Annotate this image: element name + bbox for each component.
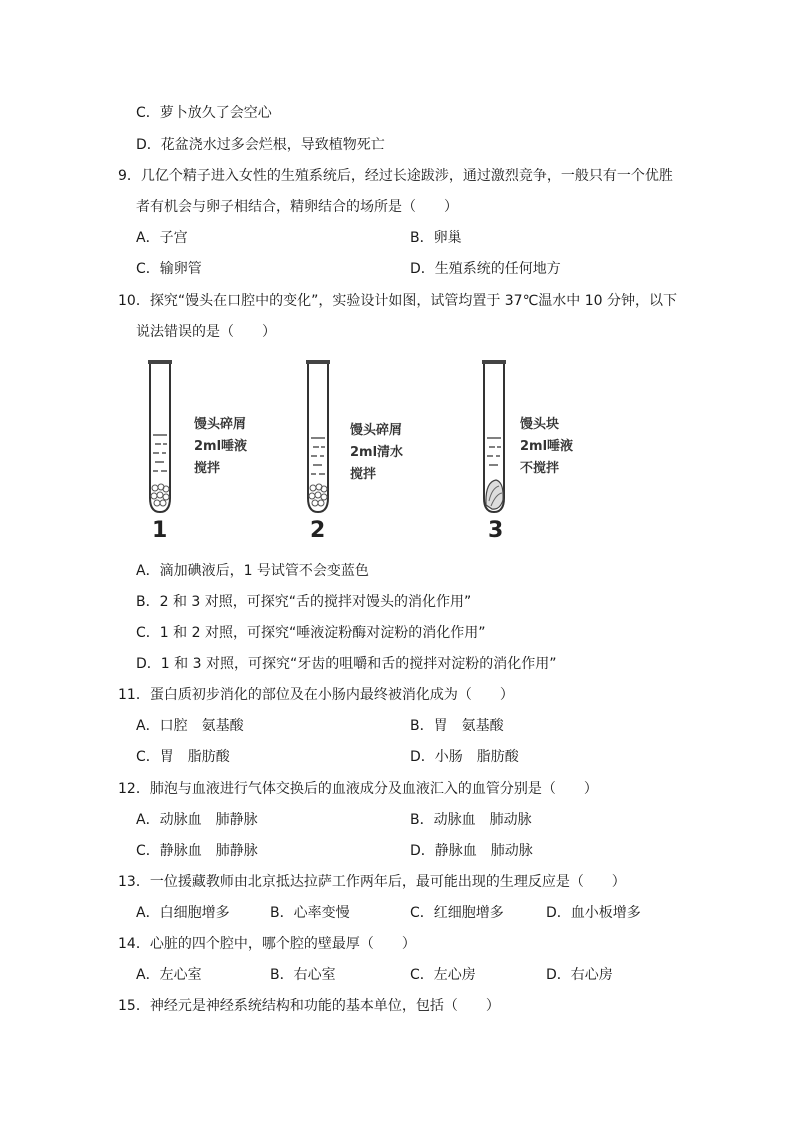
q11-option-a: A．口腔 氨基酸 bbox=[136, 718, 244, 734]
q9-option-a: A．子宫 bbox=[136, 230, 188, 246]
q14-option-c: C．左心房 bbox=[410, 967, 476, 983]
tube-3-label bbox=[520, 414, 573, 480]
tube-1-label bbox=[194, 414, 247, 480]
question-9-text-1: 9．几亿个精子进入女性的生殖系统后，经过长途跋涉，通过激烈竞争，一般只有一个优胜 bbox=[118, 168, 673, 184]
q9-option-c: C．输卵管 bbox=[136, 261, 202, 277]
test-tube-3 bbox=[474, 360, 514, 515]
tube-3-label-line-1: 馒头块 bbox=[520, 417, 560, 432]
tube-3-label-line-2: 2ml唾液 bbox=[520, 439, 574, 454]
q12-option-c: C．静脉血 肺静脉 bbox=[136, 843, 258, 859]
tube-3-label-line-3: 不搅拌 bbox=[520, 461, 560, 476]
tube-2-label-line-3: 搅拌 bbox=[350, 467, 377, 482]
q11-option-d: D．小肠 脂肪酸 bbox=[410, 749, 519, 765]
tube-1-number: 1 bbox=[152, 518, 168, 543]
q13-option-a: A．白细胞增多 bbox=[136, 905, 230, 921]
tube-1-label-line-2: 2ml唾液 bbox=[194, 439, 248, 454]
question-10-text-1: 10．探究“馒头在口腔中的变化”，实验设计如图，试管均置于 37℃温水中 10 分钟，以下 bbox=[118, 293, 678, 309]
question-11-text: 11．蛋白质初步消化的部位及在小肠内最终被消化成为（ ） bbox=[118, 687, 514, 703]
q14-option-a: A．左心室 bbox=[136, 967, 202, 983]
q13-option-d: D．血小板增多 bbox=[546, 905, 641, 921]
tube-2-number: 2 bbox=[310, 518, 326, 543]
q13-option-c: C．红细胞增多 bbox=[410, 905, 504, 921]
q10-option-a: A．滴加碘液后，1 号试管不会变蓝色 bbox=[136, 563, 369, 579]
q14-option-d: D．右心房 bbox=[546, 967, 613, 983]
option-c-prev: C．萝卜放久了会空心 bbox=[136, 105, 272, 121]
question-12-text: 12．肺泡与血液进行气体交换后的血液成分及血液汇入的血管分别是（ ） bbox=[118, 781, 598, 797]
tube-2-label-line-2: 2ml清水 bbox=[350, 445, 404, 460]
question-15-text: 15．神经元是神经系统结构和功能的基本单位，包括（ ） bbox=[118, 998, 500, 1014]
tube-2-label bbox=[350, 420, 403, 486]
q11-option-b: B．胃 氨基酸 bbox=[410, 718, 504, 734]
q9-option-d: D．生殖系统的任何地方 bbox=[410, 261, 561, 277]
q10-option-d: D．1 和 3 对照，可探究“牙齿的咀嚼和舌的搅拌对淀粉的消化作用” bbox=[136, 656, 557, 672]
q14-option-b: B．右心室 bbox=[270, 967, 336, 983]
experiment-figure bbox=[130, 350, 630, 546]
q10-option-b: B．2 和 3 对照，可探究“舌的搅拌对馒头的消化作用” bbox=[136, 594, 472, 610]
q11-option-c: C．胃 脂肪酸 bbox=[136, 749, 230, 765]
test-tube-2 bbox=[298, 360, 338, 515]
question-10-text-2: 说法错误的是（ ） bbox=[136, 324, 276, 340]
question-13-text: 13．一位援藏教师由北京抵达拉萨工作两年后，最可能出现的生理反应是（ ） bbox=[118, 874, 626, 890]
q12-option-b: B．动脉血 肺动脉 bbox=[410, 812, 532, 828]
tube-2-label-line-1: 馒头碎屑 bbox=[350, 423, 403, 438]
q10-option-c: C．1 和 2 对照，可探究“唾液淀粉酶对淀粉的消化作用” bbox=[136, 625, 486, 641]
tube-1-label-line-3: 搅拌 bbox=[194, 461, 221, 476]
option-d-prev: D．花盆浇水过多会烂根，导致植物死亡 bbox=[136, 137, 385, 153]
q12-option-a: A．动脉血 肺静脉 bbox=[136, 812, 258, 828]
test-tube-1 bbox=[140, 360, 180, 515]
tube-3-number: 3 bbox=[488, 518, 504, 543]
q12-option-d: D．静脉血 肺动脉 bbox=[410, 843, 533, 859]
q13-option-b: B．心率变慢 bbox=[270, 905, 350, 921]
q9-option-b: B．卵巢 bbox=[410, 230, 462, 246]
question-14-text: 14．心脏的四个腔中，哪个腔的壁最厚（ ） bbox=[118, 936, 416, 952]
tube-1-label-line-1: 馒头碎屑 bbox=[194, 417, 247, 432]
question-9-text-2: 者有机会与卵子相结合，精卵结合的场所是（ ） bbox=[136, 199, 458, 215]
